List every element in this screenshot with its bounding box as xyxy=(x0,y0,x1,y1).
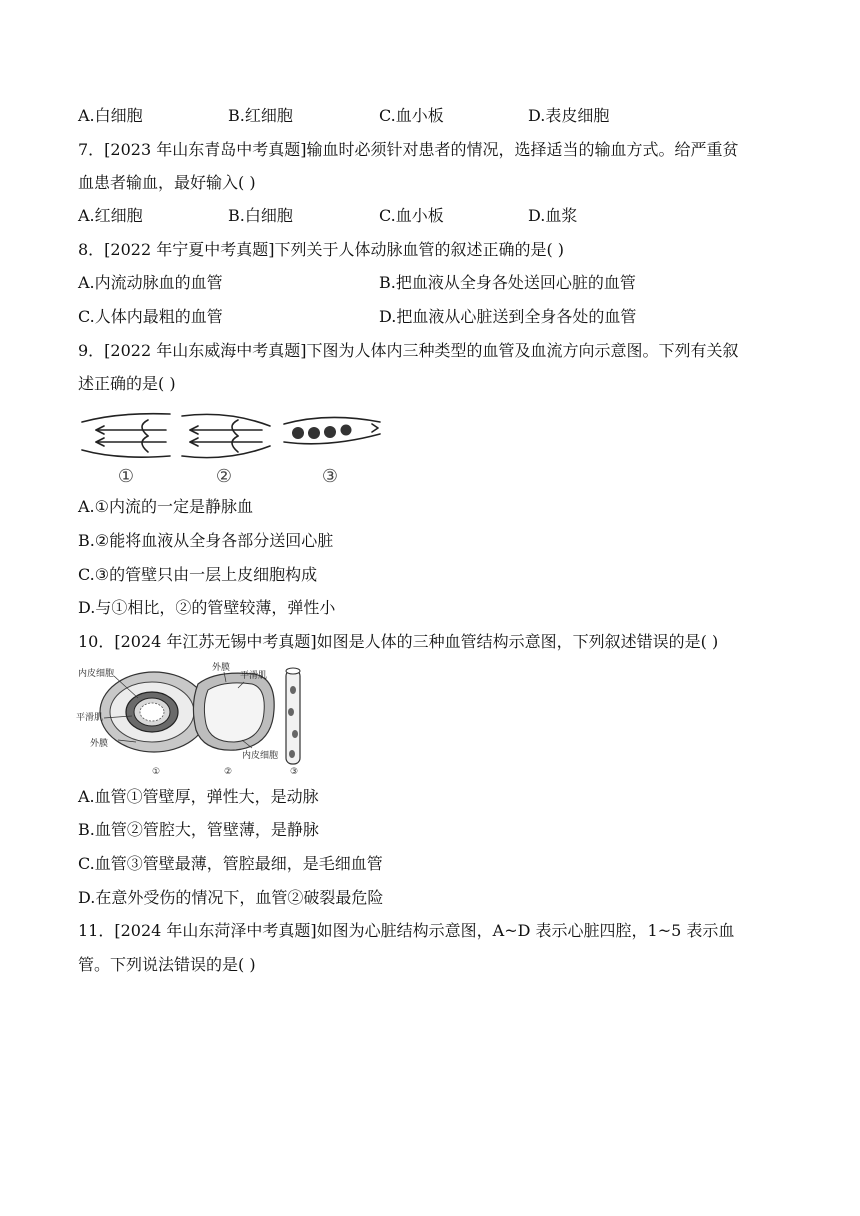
q10-artery-drawing xyxy=(100,672,208,752)
q7-option-d: D.血浆 xyxy=(528,206,578,225)
q9-blood-cell xyxy=(341,425,352,436)
q9-label-3: ③ xyxy=(321,466,339,487)
q7-option-b: B.白细胞 xyxy=(228,206,293,225)
q9-stem-line2: 述正确的是( ) xyxy=(78,374,176,393)
q10-vein-drawing xyxy=(193,673,274,750)
q10-option-b: B.血管②管腔大，管壁薄，是静脉 xyxy=(78,820,319,839)
q9-option-c: C.③的管壁只由一层上皮细胞构成 xyxy=(78,565,318,584)
q9-option-d: D.与①相比，②的管壁较薄，弹性小 xyxy=(78,598,336,617)
q6-option-d: D.表皮细胞 xyxy=(528,106,610,125)
q9-vessel-1-drawing xyxy=(82,414,170,457)
q8-option-d: D.把血液从心脏送到全身各处的血管 xyxy=(379,307,637,326)
q8-stem: 8．[2022 年宁夏中考真题]下列关于人体动脉血管的叙述正确的是( ) xyxy=(78,240,565,259)
q9-option-b: B.②能将血液从全身各部分送回心脏 xyxy=(78,531,334,550)
q9-vessel-figure xyxy=(78,408,388,490)
q10-label-smooth-muscle-top: 平滑肌 xyxy=(240,671,268,681)
q9-blood-cell xyxy=(292,427,304,439)
q9-blood-cell xyxy=(308,427,320,439)
q10-label-endothelium-right: 内皮细胞 xyxy=(242,751,279,761)
q9-option-a: A.①内流的一定是静脉血 xyxy=(78,497,253,516)
q8-option-a: A.内流动脉血的血管 xyxy=(78,273,223,292)
q10-label-smooth-muscle-left: 平滑肌 xyxy=(76,713,104,723)
q9-stem-line1: 9．[2022 年山东威海中考真题]下图为人体内三种类型的血管及血流方向示意图。下列有关叙 xyxy=(78,341,739,360)
q10-option-d: D.在意外受伤的情况下，血管②破裂最危险 xyxy=(78,888,384,907)
q6-option-c: C.血小板 xyxy=(379,106,444,125)
q10-vessel-structure-figure xyxy=(76,660,316,778)
q10-label-adventitia-left: 外膜 xyxy=(90,739,109,749)
q10-option-c: C.血管③管壁最薄，管腔最细，是毛细血管 xyxy=(78,854,383,873)
q6-option-b: B.红细胞 xyxy=(228,106,293,125)
q9-vessel-2-drawing xyxy=(182,414,270,457)
q10-option-a: A.血管①管壁厚，弹性大，是动脉 xyxy=(78,787,319,806)
q9-label-2: ② xyxy=(215,466,233,487)
q10-capillary-drawing xyxy=(286,668,300,764)
q10-label-adventitia-top: 外膜 xyxy=(212,663,231,673)
q7-stem-line1: 7．[2023 年山东青岛中考真题]输血时必须针对患者的情况，选择适当的输血方式。给严重贫 xyxy=(78,140,739,159)
q9-blood-cell xyxy=(324,426,336,438)
q6-option-a: A.白细胞 xyxy=(78,106,143,125)
q7-stem-line2: 血患者输血，最好输入( ) xyxy=(78,173,256,192)
q8-option-c: C.人体内最粗的血管 xyxy=(78,307,223,326)
q10-stem: 10．[2024 年江苏无锡中考真题]如图是人体的三种血管结构示意图，下列叙述错误的是( ) xyxy=(78,632,719,651)
q7-option-c: C.血小板 xyxy=(379,206,444,225)
q8-option-b: B.把血液从全身各处送回心脏的血管 xyxy=(379,273,636,292)
q10-label-3: ③ xyxy=(289,767,299,777)
q10-label-2: ② xyxy=(223,767,233,777)
q10-label-1: ① xyxy=(151,767,161,777)
q10-label-endothelium-left: 内皮细胞 xyxy=(78,669,115,679)
q7-option-a: A.红细胞 xyxy=(78,206,143,225)
q9-label-1: ① xyxy=(117,466,135,487)
q11-stem-line2: 管。下列说法错误的是( ) xyxy=(78,955,256,974)
q11-stem-line1: 11．[2024 年山东菏泽中考真题]如图为心脏结构示意图，A~D 表示心脏四腔，1~5 表示血 xyxy=(78,921,735,940)
